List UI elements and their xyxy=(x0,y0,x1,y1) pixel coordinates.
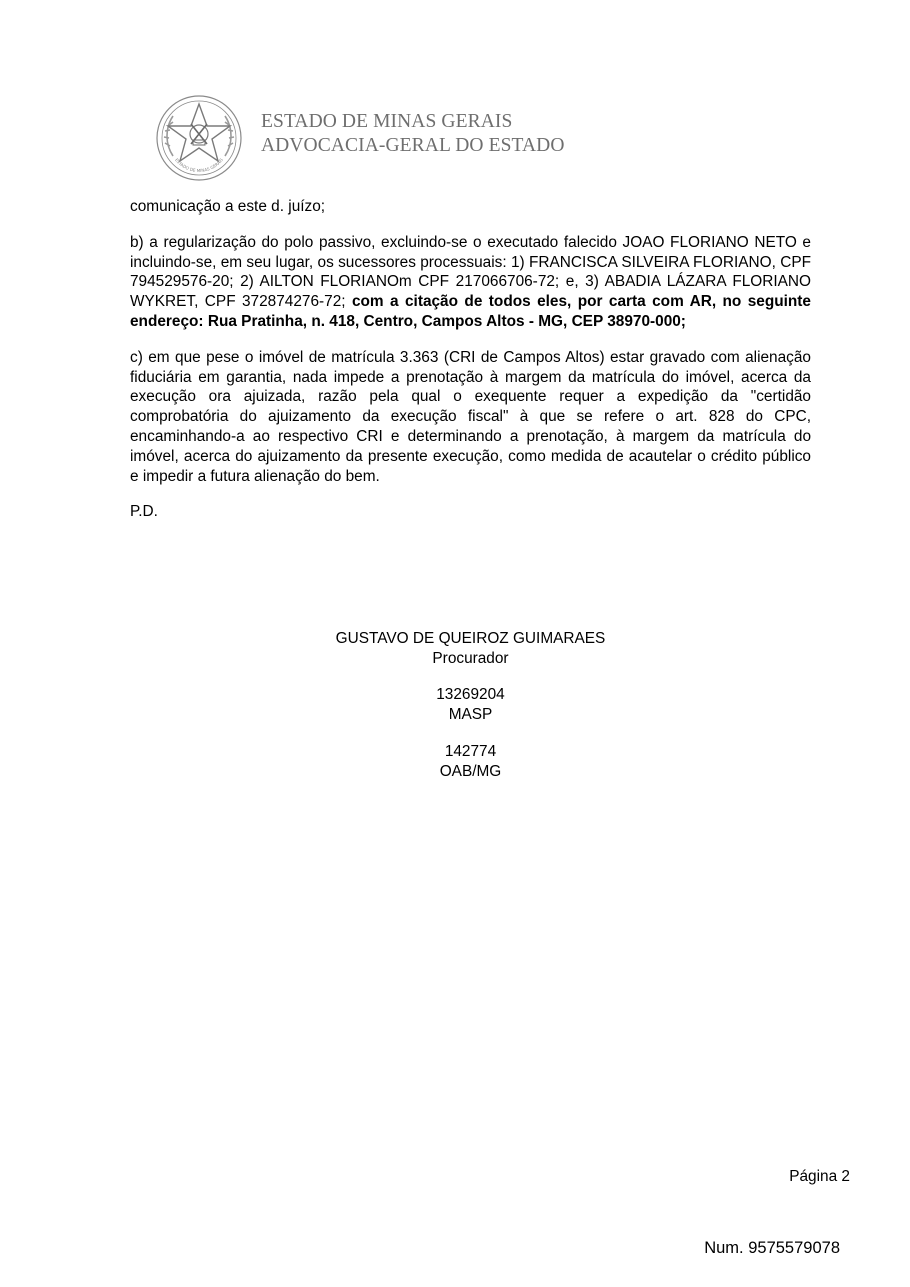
oab-number: 142774 xyxy=(444,743,497,760)
svg-text:ESTADO DE MINAS GERAIS: ESTADO DE MINAS GERAIS xyxy=(174,157,224,174)
paragraph-c: c) em que pese o imóvel de matrícula 3.363 (CRI de Campos Altos) estar gravado com alienação fiduciária em garantia, nada impede a prenotação à margem da matrícula do imóvel, acerca da execução ora ajuizada, razão pela qual o exequente requer a expedição da "certidão comprobatória do ajuizamento da execução fiscal" à que se refere o art. 828 do CPC, encaminhando-a ao respectivo CRI e determinando a prenotação, à margem da matrícula do imóvel, acerca do ajuizamento da presente execução, como medida de acautelar o crédito público e impedir a futura alienação do bem. xyxy=(130,348,811,485)
paragraph-b-text: b) a regularização do polo passivo, excluindo-se o executado falecido JOAO FLORIANO NETO e incluindo-se, em seu lugar, os sucessores processuais: 1) FRANCISCA SILVEIRA FLORIANO, CPF 794529576-20; 2) AILTON FLORIANOm CPF 217066706-72; e, 3) ABADIA LÁZARA FLORIANO WYKRET, CPF 372874276-72; xyxy=(130,233,811,311)
letterhead xyxy=(155,94,655,184)
masp-block xyxy=(130,685,811,725)
paragraph-b xyxy=(130,233,811,332)
header-line-2: ADVOCACIA-GERAL DO ESTADO xyxy=(261,135,565,156)
state-seal-icon xyxy=(155,94,243,182)
signer-role: Procurador xyxy=(432,650,509,667)
document-body xyxy=(130,197,811,522)
oab-label: OAB/MG xyxy=(439,763,502,780)
closing-pd: P.D. xyxy=(130,503,158,521)
document-id: Num. 9575579078 xyxy=(704,1239,840,1257)
masp-label: MASP xyxy=(448,706,493,723)
paragraph-continuation: comunicação a este d. juízo; xyxy=(130,198,326,215)
signature-block xyxy=(130,629,811,669)
masp-number: 13269204 xyxy=(436,686,505,703)
header-line-1: ESTADO DE MINAS GERAIS xyxy=(261,111,513,132)
signer-name: GUSTAVO DE QUEIROZ GUIMARAES xyxy=(335,630,606,647)
paragraph-b-bold-text: com a citação de todos eles, por carta com AR, no seguinte endereço: Rua Pratinha, n. 418, Centro, Campos Altos - MG, CEP 38970-000; xyxy=(130,293,811,330)
oab-block xyxy=(130,742,811,782)
issuing-organization xyxy=(261,110,565,158)
page-number: Página 2 xyxy=(789,1168,850,1185)
